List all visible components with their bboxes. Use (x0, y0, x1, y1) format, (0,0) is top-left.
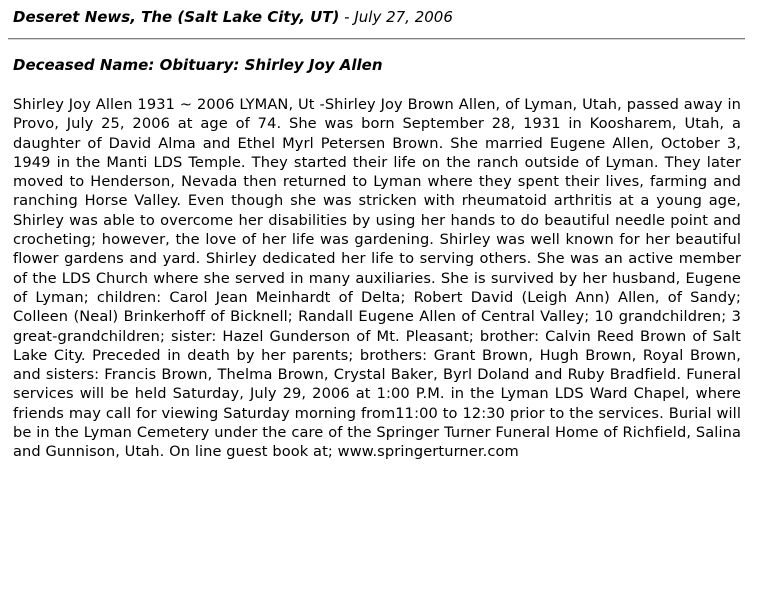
publication-name: Deseret News, The (Salt Lake City, UT) (13, 8, 340, 26)
deceased-title: Deceased Name: Obituary: Shirley Joy Allen (13, 56, 383, 74)
header-divider (8, 38, 745, 40)
obituary-text: Shirley Joy Allen 1931 ~ 2006 LYMAN, Ut -Shirley Joy Brown Allen, of Lyman, Utah, passed away in Provo, July 25, 2006 at age of 74. She was born September 28, 1931 in Koosharem, Utah, a daughter of David Alma and Ethel Myrl Petersen Brown. She married Eugene Allen, October 3, 1949 in the Manti LDS Temple. They started their life on the ranch outside of Lyman. They later moved to Henderson, Nevada then returned to Lyman where they spent their lives, farming and ranching Horse Valley. Even though she was stricken with rheumatoid arthritis at a young age, Shirley was able to overcome her disabilities by using her hands to do beautiful needle point and crocheting; however, the love of her life was gardening. Shirley was well known for her beautiful flower gardens and yard. Shirley dedicated her life to serving others. She was an active member of the LDS Church where she served in many auxiliaries. She is survived by her husband, Eugene of Lyman; children: Carol Jean Meinhardt of Delta; Robert David (Leigh Ann) Allen, of Sandy; Colleen (Neal) Brinkerhoff of Bicknell; Randall Eugene Allen of Central Valley; 10 grandchildren; 3 great-grandchildren; sister: Hazel Gunderson of Mt. Pleasant; brother: Calvin Reed Brown of Salt Lake City. Preceded in death by her parents; brothers: Grant Brown, Hugh Brown, Royal Brown, and sisters: Francis Brown, Thelma Brown, Crystal Baker, Byrl Doland and Ruby Bradfield. Funeral services will be held Saturday, July 29, 2006 at 1:00 P.M. in the Lyman LDS Ward Chapel, where friends may call for viewing Saturday morning from11:00 to 12:30 prior to the services. Burial will be in the Lyman Cemetery under the care of the Springer Turner Funeral Home of Richfield, Salina and Gunnison, Utah. On line guest book at; www.springerturner.com (13, 96, 741, 461)
source-line (13, 7, 743, 27)
source-separator: - (339, 8, 355, 26)
publication-date: July 27, 2006 (354, 8, 453, 26)
